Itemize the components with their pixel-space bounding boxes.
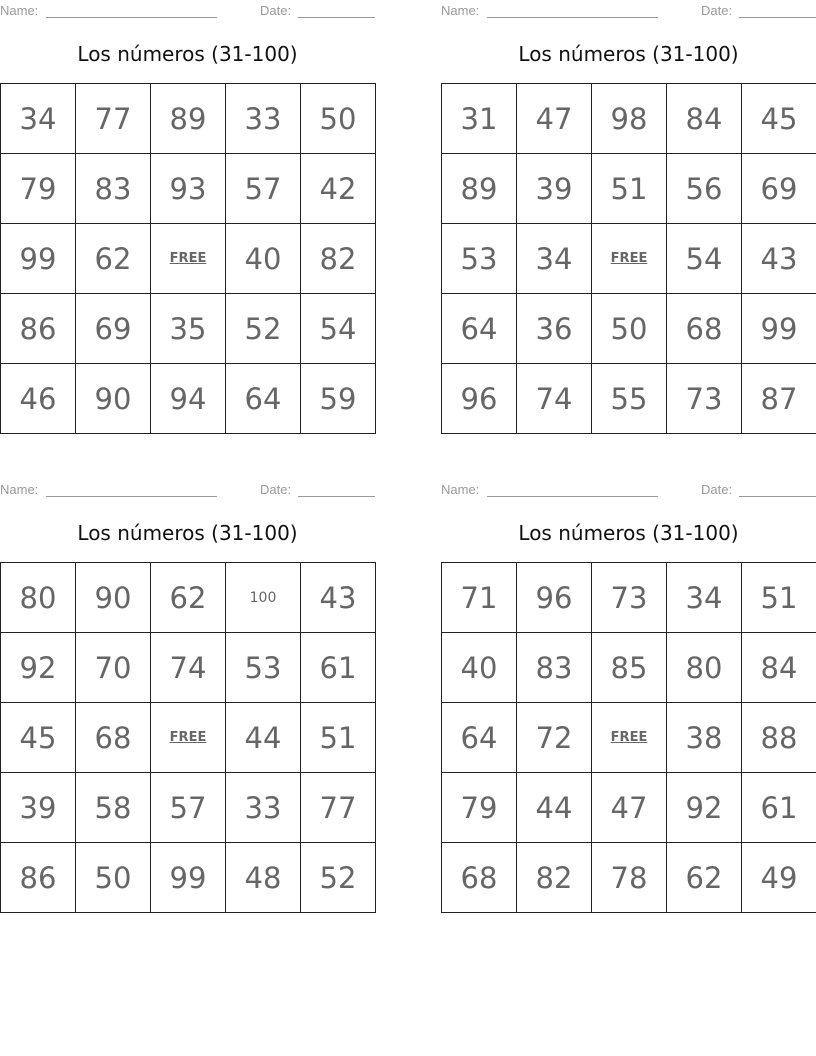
- number-cell: 62: [76, 224, 151, 294]
- free-cell: FREE: [592, 224, 667, 294]
- grid-row: [442, 84, 816, 154]
- grid-row: [442, 364, 816, 434]
- number-cell: 54: [667, 224, 742, 294]
- number-cell: 51: [742, 563, 816, 633]
- bingo-card: [441, 0, 816, 416]
- number-cell: 45: [1, 703, 76, 773]
- number-cell: 42: [301, 154, 376, 224]
- name-line: [46, 17, 217, 18]
- number-cell: 69: [76, 294, 151, 364]
- grid-row: [442, 224, 816, 294]
- grid-row: [1, 84, 376, 154]
- grid-row: [442, 773, 816, 843]
- bingo-grid: [441, 562, 816, 913]
- number-cell: 62: [151, 563, 226, 633]
- grid-row: [1, 364, 376, 434]
- name-line: [487, 496, 658, 497]
- date-line: [739, 17, 816, 18]
- number-cell: 51: [301, 703, 376, 773]
- bingo-card: [0, 0, 376, 416]
- number-cell: 58: [76, 773, 151, 843]
- number-cell: 56: [667, 154, 742, 224]
- name-label: Name:: [441, 3, 480, 18]
- number-cell: 100: [226, 563, 301, 633]
- card-title: Los números (31-100): [518, 521, 739, 545]
- number-cell: 86: [1, 843, 76, 913]
- number-cell: 54: [301, 294, 376, 364]
- number-cell: 64: [442, 294, 517, 364]
- number-cell: 96: [517, 563, 592, 633]
- name-line: [487, 17, 658, 18]
- name-label: Name:: [0, 3, 39, 18]
- number-cell: 92: [1, 633, 76, 703]
- number-cell: 73: [592, 563, 667, 633]
- name-line: [46, 496, 217, 497]
- number-cell: 48: [226, 843, 301, 913]
- number-cell: 93: [151, 154, 226, 224]
- number-cell: 50: [76, 843, 151, 913]
- number-cell: 73: [667, 364, 742, 434]
- number-cell: 35: [151, 294, 226, 364]
- number-cell: 34: [1, 84, 76, 154]
- free-cell: FREE: [151, 224, 226, 294]
- grid-row: [1, 703, 376, 773]
- grid-row: [1, 224, 376, 294]
- date-line: [298, 496, 375, 497]
- number-cell: 70: [76, 633, 151, 703]
- number-cell: 57: [151, 773, 226, 843]
- number-cell: 90: [76, 364, 151, 434]
- number-cell: 96: [442, 364, 517, 434]
- number-cell: 33: [226, 773, 301, 843]
- date-label: Date:: [701, 482, 733, 497]
- grid-row: [1, 294, 376, 364]
- date-line: [739, 496, 816, 497]
- number-cell: 83: [517, 633, 592, 703]
- card-title: Los números (31-100): [77, 521, 298, 545]
- name-date-row: [441, 479, 816, 501]
- number-cell: 80: [1, 563, 76, 633]
- card-title: Los números (31-100): [77, 42, 298, 66]
- number-cell: 44: [226, 703, 301, 773]
- number-cell: 71: [442, 563, 517, 633]
- number-cell: 62: [667, 843, 742, 913]
- grid-row: [442, 633, 816, 703]
- grid-row: [1, 563, 376, 633]
- number-cell: 69: [742, 154, 816, 224]
- number-cell: 38: [667, 703, 742, 773]
- name-label: Name:: [441, 482, 480, 497]
- card-title: Los números (31-100): [518, 42, 739, 66]
- number-cell: 40: [226, 224, 301, 294]
- number-cell: 49: [742, 843, 816, 913]
- number-cell: 53: [226, 633, 301, 703]
- number-cell: 50: [301, 84, 376, 154]
- number-cell: 33: [226, 84, 301, 154]
- name-date-row: [0, 479, 376, 501]
- number-cell: 64: [442, 703, 517, 773]
- bingo-card: [441, 479, 816, 895]
- grid-row: [1, 154, 376, 224]
- number-cell: 61: [301, 633, 376, 703]
- number-cell: 50: [592, 294, 667, 364]
- name-label: Name:: [0, 482, 39, 497]
- number-cell: 98: [592, 84, 667, 154]
- number-cell: 34: [667, 563, 742, 633]
- number-cell: 74: [151, 633, 226, 703]
- date-line: [298, 17, 375, 18]
- number-cell: 80: [667, 633, 742, 703]
- number-cell: 68: [76, 703, 151, 773]
- number-cell: 57: [226, 154, 301, 224]
- name-date-row: [441, 0, 816, 22]
- number-cell: 83: [76, 154, 151, 224]
- number-cell: 68: [442, 843, 517, 913]
- number-cell: 43: [301, 563, 376, 633]
- number-cell: 85: [592, 633, 667, 703]
- number-cell: 87: [742, 364, 816, 434]
- date-label: Date:: [701, 3, 733, 18]
- number-cell: 47: [517, 84, 592, 154]
- bingo-grid: [441, 83, 816, 434]
- number-cell: 43: [742, 224, 816, 294]
- grid-row: [1, 633, 376, 703]
- number-cell: 52: [226, 294, 301, 364]
- free-cell: FREE: [592, 703, 667, 773]
- number-cell: 94: [151, 364, 226, 434]
- number-cell: 31: [442, 84, 517, 154]
- number-cell: 36: [517, 294, 592, 364]
- number-cell: 72: [517, 703, 592, 773]
- number-cell: 34: [517, 224, 592, 294]
- number-cell: 40: [442, 633, 517, 703]
- number-cell: 92: [667, 773, 742, 843]
- number-cell: 99: [1, 224, 76, 294]
- number-cell: 78: [592, 843, 667, 913]
- grid-row: [1, 773, 376, 843]
- number-cell: 44: [517, 773, 592, 843]
- number-cell: 86: [1, 294, 76, 364]
- number-cell: 47: [592, 773, 667, 843]
- free-cell: FREE: [151, 703, 226, 773]
- number-cell: 55: [592, 364, 667, 434]
- number-cell: 52: [301, 843, 376, 913]
- number-cell: 64: [226, 364, 301, 434]
- number-cell: 88: [742, 703, 816, 773]
- number-cell: 89: [151, 84, 226, 154]
- bingo-card: [0, 479, 376, 895]
- grid-row: [442, 563, 816, 633]
- number-cell: 59: [301, 364, 376, 434]
- number-cell: 77: [301, 773, 376, 843]
- number-cell: 77: [76, 84, 151, 154]
- number-cell: 39: [1, 773, 76, 843]
- number-cell: 90: [76, 563, 151, 633]
- grid-row: [442, 294, 816, 364]
- grid-row: [442, 703, 816, 773]
- number-cell: 39: [517, 154, 592, 224]
- grid-row: [442, 843, 816, 913]
- bingo-grid: [0, 83, 376, 434]
- name-date-row: [0, 0, 376, 22]
- number-cell: 68: [667, 294, 742, 364]
- number-cell: 79: [442, 773, 517, 843]
- number-cell: 99: [151, 843, 226, 913]
- number-cell: 82: [517, 843, 592, 913]
- number-cell: 82: [301, 224, 376, 294]
- number-cell: 45: [742, 84, 816, 154]
- number-cell: 89: [442, 154, 517, 224]
- grid-row: [1, 843, 376, 913]
- number-cell: 84: [667, 84, 742, 154]
- number-cell: 51: [592, 154, 667, 224]
- date-label: Date:: [260, 482, 292, 497]
- number-cell: 84: [742, 633, 816, 703]
- number-cell: 79: [1, 154, 76, 224]
- number-cell: 46: [1, 364, 76, 434]
- number-cell: 61: [742, 773, 816, 843]
- grid-row: [442, 154, 816, 224]
- number-cell: 74: [517, 364, 592, 434]
- number-cell: 99: [742, 294, 816, 364]
- number-cell: 53: [442, 224, 517, 294]
- bingo-grid: [0, 562, 376, 913]
- date-label: Date:: [260, 3, 292, 18]
